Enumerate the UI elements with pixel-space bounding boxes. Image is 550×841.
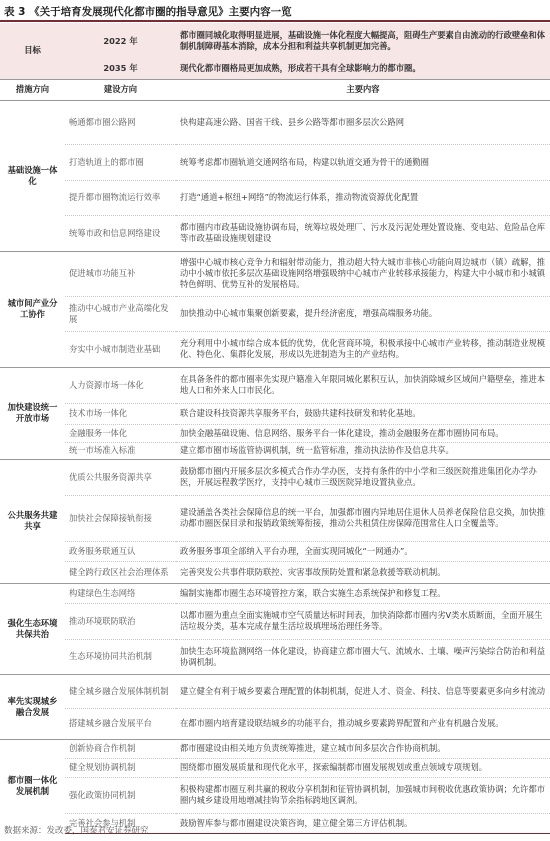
main-content: 增强中心城市核心竞争力和辐射带动能力，推动超大特大城市非核心功能向周边城市（镇）疏解，推动中小城市依托多层次基础设施网络增强吸纳中心城市产业转移承接能力，构建大中小城市和小城镇特色鲜明、优势互补的发展格局。 <box>176 251 550 296</box>
build-direction: 推动中心城市产业高端化发展 <box>65 296 176 331</box>
build-direction: 健全城乡融合发展体制机制 <box>65 674 176 708</box>
main-content: 都市圈内市政基础设施协调布局，统筹垃圾处理厂、污水及污泥处理处置设施、变电站、危险品仓库等市政基础设施规划建设 <box>176 215 550 251</box>
goal-year: 2035 年 <box>65 59 176 79</box>
build-direction: 创新协商合作机制 <box>65 739 176 758</box>
table-row <box>0 251 550 296</box>
measure-category: 强化生态环境共保共治 <box>0 583 65 674</box>
build-direction: 技术市场一体化 <box>65 403 176 424</box>
table-row <box>0 331 550 367</box>
header-row <box>0 79 550 100</box>
build-direction: 人力资源市场一体化 <box>65 367 176 403</box>
main-content: 统筹考虑都市圈轨道交通网络布局，构建以轨道交通为骨干的通勤圈 <box>176 144 550 180</box>
build-direction: 构建绿色生态网络 <box>65 583 176 603</box>
build-direction: 统一市场准入标准 <box>65 442 176 459</box>
main-content: 建立健全有利于城乡要素合理配置的体制机制，促进人才、资金、科技、信息等要素更多向乡村流动 <box>176 674 550 708</box>
build-direction: 优质公共服务资源共享 <box>65 459 176 495</box>
main-content: 快构建高速公路、国省干线、县乡公路等都市圈多层次公路网 <box>180 116 405 127</box>
build-direction: 金融服务一体化 <box>65 424 176 442</box>
build-direction: 完善社会参与机制 <box>65 813 176 833</box>
table-row <box>0 442 550 459</box>
table-row <box>0 758 550 777</box>
main-content: 围绕都市圈发展质量和现代化水平，探索编制都市圈发展规划或重点领域专项规划。 <box>176 758 550 777</box>
build-direction: 提升都市圈物流运行效率 <box>65 180 176 215</box>
main-content: 积极构建都市圈互利共赢的税收分享机制和征管协调机制，加强城市间税收优惠政策协调；允许都市圈内城乡建设用地增减挂钩节余指标跨地区调剂。 <box>176 777 550 813</box>
header-direction: 建设方向 <box>65 79 176 100</box>
main-content: 在具备条件的都市圈率先实现户籍准入年限同城化累积互认，加快消除城乡区域间户籍壁垒，推进本地人口和外来人口市民化。 <box>176 367 550 403</box>
build-direction: 统筹市政和信息网络建设 <box>65 215 176 251</box>
main-content: 都市圈建设由相关地方负责统筹推进，建立城市间多层次合作协商机制。 <box>176 739 550 758</box>
measure-category: 加快建设统一开放市场 <box>0 367 65 459</box>
build-direction: 推动环境联防联治 <box>65 603 176 639</box>
build-direction: 健全跨行政区社会治理体系 <box>65 561 176 583</box>
source-note: 数据来源：发改委，国泰君安证券研究 <box>4 826 149 836</box>
build-direction: 畅通都市圈公路网 <box>69 116 136 127</box>
policy-table <box>0 23 550 834</box>
goal-row <box>0 59 550 79</box>
main-content: 加快金融基础设施、信息网络、服务平台一体化建设，推动金融服务在都市圈协同布局。 <box>176 424 550 442</box>
main-content: 加快生态环境监测网络一体化建设，协商建立都市圈大气、流域水、土壤、噪声污染综合防治和利益协调机制。 <box>176 639 550 674</box>
measure-category: 基础设施一体化 <box>7 164 58 186</box>
table-row <box>0 674 550 708</box>
table-row <box>0 777 550 813</box>
table-row <box>0 459 550 495</box>
measure-category: 城市间产业分工协作 <box>0 251 65 367</box>
table-row <box>0 739 550 758</box>
build-direction: 健全规划协调机制 <box>65 758 176 777</box>
build-direction: 搭建城乡融合发展平台 <box>65 708 176 739</box>
header-measure: 措施方向 <box>0 79 65 100</box>
measure-category: 都市圈一体化发展机制 <box>0 739 65 833</box>
goal-row <box>0 23 550 59</box>
table-row <box>0 603 550 639</box>
build-direction: 夯实中小城市制造业基础 <box>65 331 176 367</box>
goal-label: 目标 <box>0 23 65 79</box>
build-direction: 生态环境协同共治机制 <box>65 639 176 674</box>
goal-content: 现代化都市圈格局更加成熟，形成若干具有全球影响力的都市圈。 <box>176 59 550 79</box>
main-content: 联合建设科技资源共享服务平台，鼓励共建科技研发和转化基地。 <box>176 403 550 424</box>
main-content: 鼓励智库参与都市圈建设决策咨询，建立健全第三方评估机制。 <box>176 813 550 833</box>
table-row <box>0 144 550 180</box>
build-direction: 促进城市功能互补 <box>65 251 176 296</box>
table-row <box>0 100 550 144</box>
main-content: 充分利用中小城市综合成本低的优势，优化营商环境，积极承接中心城市产业转移，推动制造业规模化、特色化、集群化发展，形成以先进制造为主的产业结构。 <box>176 331 550 367</box>
build-direction: 打造轨道上的都市圈 <box>65 144 176 180</box>
table-row <box>0 708 550 739</box>
main-content: 打造“通道+枢纽+网络”的物流运行体系，推动物流资源优化配置 <box>176 180 550 215</box>
goal-content: 都市圈同城化取得明显进展，基础设施一体化程度大幅提高，阻碍生产要素自由流动的行政壁垒和体制机制障碍基本消除，成本分担和利益共享机制更加完善。 <box>176 23 550 59</box>
table-row <box>0 639 550 674</box>
header-content: 主要内容 <box>176 79 550 100</box>
table-row <box>0 296 550 331</box>
main-content: 政务服务事项全部纳入平台办理，全面实现同城化“一网通办”。 <box>176 541 550 561</box>
main-content: 以都市圈为重点全面实施城市空气质量达标时间表，加快消除都市圈内劣Ⅴ类水质断面，全面开展生活垃圾分类，基本完成存量生活垃圾填埋场治理任务等。 <box>176 603 550 639</box>
title-rule <box>0 20 550 22</box>
table-row <box>0 367 550 403</box>
goal-year: 2022 年 <box>65 23 176 59</box>
main-content: 建设涵盖各类社会保障信息的统一平台，加强都市圈内异地居住退休人员养老保险信息交换，加快推动都市圈医保目录和报销政策统筹衔接，推动公共租赁住房保障范围常住人口全覆盖等。 <box>176 495 550 541</box>
table-row <box>0 215 550 251</box>
build-direction: 政务服务联通互认 <box>65 541 176 561</box>
main-content: 完善突发公共事件联防联控、灾害事故预防处置和紧急救援等联动机制。 <box>176 561 550 583</box>
main-content: 建立都市圈市场监管协调机制，统一监管标准，推动执法协作及信息共享。 <box>176 442 550 459</box>
main-content: 加快推动中心城市集聚创新要素，提升经济密度，增强高端服务功能。 <box>176 296 550 331</box>
build-direction: 加快社会保障接轨衔接 <box>65 495 176 541</box>
main-content: 编制实施都市圈生态环境管控方案，联合实施生态系统保护和修复工程。 <box>176 583 550 603</box>
main-content: 在都市圈内培育建设联结城乡的功能平台，推动城乡要素跨界配置和产业有机融合发展。 <box>176 708 550 739</box>
table-row <box>0 424 550 442</box>
table-row <box>0 583 550 603</box>
table-row <box>0 180 550 215</box>
build-direction: 强化政策协同机制 <box>65 777 176 813</box>
table-row <box>0 541 550 561</box>
table-row <box>0 495 550 541</box>
main-content: 鼓励都市圈内开展多层次多模式合作办学办医，支持有条件的中小学和三级医院推进集团化办学办医，开展远程教学医疗，支持中心城市三级医院异地设置执业点。 <box>176 459 550 495</box>
table-row <box>0 561 550 583</box>
measure-category: 公共服务共建共享 <box>0 459 65 583</box>
table-row <box>0 403 550 424</box>
measure-category: 率先实现城乡融合发展 <box>0 674 65 739</box>
table-title: 表 3 《关于培育发展现代化都市圈的指导意见》主要内容一览 <box>4 6 292 18</box>
